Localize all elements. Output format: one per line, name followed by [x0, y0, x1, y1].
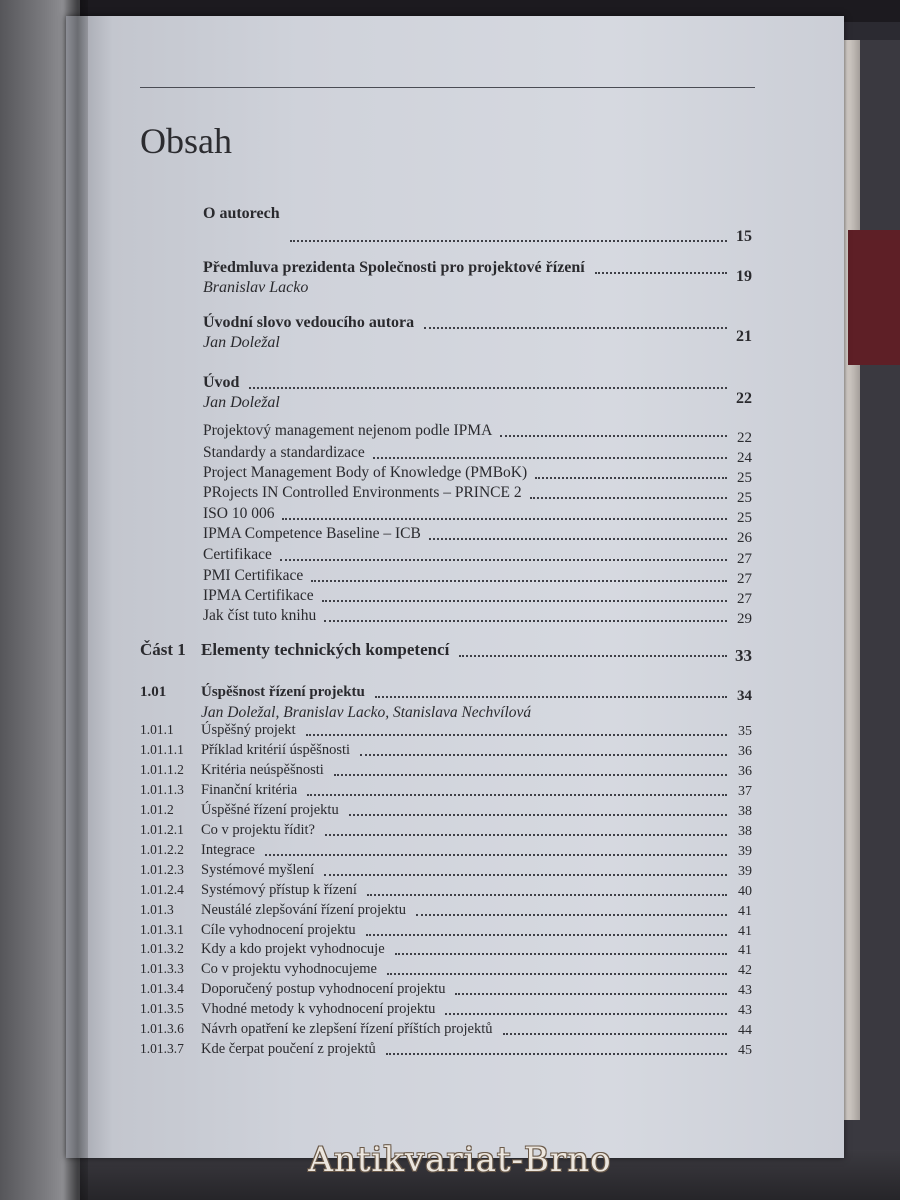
toc-entry-title: Project Management Body of Knowledge (PMBoK) [203, 464, 528, 481]
section-number: 1.01.3.6 [140, 1021, 184, 1037]
section-title: Doporučený postup vyhodnocení projektu [201, 981, 446, 998]
leader-dots [366, 934, 727, 936]
chapter-number: 1.01 [140, 684, 167, 700]
section-number: 1.01.2.4 [140, 881, 184, 897]
section-page: 41 [738, 903, 752, 919]
section-title: Kde čerpat poučení z projektů [201, 1041, 376, 1058]
leader-dots [324, 874, 727, 876]
leader-dots [416, 914, 727, 916]
toc-entry-title: O autorech [203, 205, 280, 222]
leader-dots [373, 457, 727, 459]
section-page: 41 [738, 923, 752, 939]
leader-dots [290, 240, 727, 242]
toc-entry-page: 27 [737, 571, 752, 587]
page-title: Obsah [140, 121, 232, 161]
section-page: 44 [738, 1023, 752, 1039]
toc-entry-page: 22 [736, 390, 752, 407]
watermark: Antikvariat-Brno [308, 1140, 612, 1180]
section-page: 36 [738, 743, 752, 759]
toc-entry-page: 27 [737, 551, 752, 567]
toc-entry-page: 25 [737, 490, 752, 506]
toc-entry-page: 27 [737, 591, 752, 607]
leader-dots [282, 518, 727, 520]
toc-entry-title: IPMA Certifikace [203, 587, 314, 604]
toc-entry-author: Branislav Lacko [203, 279, 309, 296]
toc-entry-title: Úvod [203, 374, 240, 391]
toc-entry-title: Předmluva prezidenta Společnosti pro projektové řízení [203, 259, 585, 276]
section-number: 1.01.3.1 [140, 921, 184, 937]
section-title: Vhodné metody k vyhodnocení projektu [201, 1001, 436, 1018]
leader-dots [386, 1053, 727, 1055]
leader-dots [375, 696, 727, 698]
section-number: 1.01.1.3 [140, 781, 184, 797]
section-title: Úspěšné řízení projektu [201, 801, 339, 818]
toc-entry-page: 24 [737, 450, 752, 466]
section-title: Kdy a kdo projekt vyhodnocuje [201, 941, 385, 958]
section-title: Finanční kritéria [201, 781, 298, 798]
section-page: 37 [738, 783, 752, 799]
section-page: 43 [738, 983, 752, 999]
section-title: Cíle vyhodnocení projektu [201, 921, 356, 938]
leader-dots [387, 973, 727, 975]
leader-dots [459, 655, 727, 657]
section-page: 35 [738, 724, 752, 739]
section-number: 1.01.3.7 [140, 1041, 184, 1057]
section-number: 1.01.1 [140, 722, 174, 737]
toc-entry-title: IPMA Competence Baseline – ICB [203, 525, 421, 542]
section-number: 1.01.3.3 [140, 961, 184, 977]
section-number: 1.01.2.3 [140, 861, 184, 877]
section-title: Úspěšný projekt [201, 722, 296, 738]
part-page: 33 [735, 646, 752, 665]
toc-entry-page: 15 [736, 228, 752, 245]
toc-entry-page: 25 [737, 470, 752, 486]
header-rule [140, 87, 755, 88]
section-page: 38 [738, 803, 752, 819]
leader-dots [395, 953, 727, 955]
toc-entry-title: Standardy a standardizace [203, 444, 365, 461]
section-page: 39 [738, 863, 752, 879]
section-number: 1.01.3.4 [140, 981, 184, 997]
part-label: Část 1 [140, 640, 186, 659]
leader-dots [349, 814, 727, 816]
section-title: Co v projektu řídit? [201, 821, 315, 838]
section-page: 41 [738, 943, 752, 959]
toc-entry-title: Jak číst tuto knihu [203, 607, 317, 624]
chapter-title: Úspěšnost řízení projektu [201, 684, 365, 700]
leader-dots [280, 559, 727, 561]
leader-dots [322, 600, 727, 602]
leader-dots [500, 435, 727, 437]
section-page: 40 [738, 883, 752, 899]
leader-dots [334, 774, 727, 776]
section-title: Systémové myšlení [201, 861, 315, 878]
section-page: 43 [738, 1003, 752, 1019]
toc-entry-page: 19 [736, 268, 752, 285]
leader-dots [324, 620, 727, 622]
toc-entry-page: 21 [736, 328, 752, 345]
toc-entry-author: Jan Doležal [203, 334, 280, 351]
leader-dots [311, 580, 727, 582]
section-title: Co v projektu vyhodnocujeme [201, 961, 377, 978]
section-page: 36 [738, 763, 752, 779]
leader-dots [249, 387, 727, 389]
section-number: 1.01.1.2 [140, 761, 184, 777]
section-title: Integrace [201, 841, 255, 858]
chapter-authors: Jan Doležal, Branislav Lacko, Stanislava Nechvílová [201, 704, 532, 721]
section-number: 1.01.1.1 [140, 741, 184, 757]
section-page: 45 [738, 1043, 752, 1059]
toc-entry-title: PRojects IN Controlled Environments – PRINCE 2 [203, 484, 522, 501]
section-title: Kritéria neúspěšnosti [201, 761, 324, 778]
leader-dots [445, 1013, 727, 1015]
toc-entry-page: 22 [737, 430, 752, 446]
section-number: 1.01.2.2 [140, 841, 184, 857]
toc-entry-page: 29 [737, 611, 752, 627]
leader-dots [535, 477, 727, 479]
leader-dots [325, 834, 727, 836]
section-number: 1.01.3.2 [140, 941, 184, 957]
leader-dots [429, 538, 727, 540]
leader-dots [424, 327, 727, 329]
toc-entry-title: Projektový management nejenom podle IPMA [203, 422, 493, 439]
chapter-page: 34 [737, 688, 752, 704]
leader-dots [265, 854, 727, 856]
leader-dots [455, 993, 727, 995]
leader-dots [367, 894, 727, 896]
toc-entry-page: 26 [737, 530, 752, 546]
toc-entry-title: ISO 10 006 [203, 505, 275, 522]
section-title: Příklad kritérií úspěšnosti [201, 741, 351, 758]
leader-dots [360, 754, 727, 756]
toc-entry-author: Jan Doležal [203, 394, 280, 411]
leader-dots [307, 794, 727, 796]
section-number: 1.01.3.5 [140, 1001, 184, 1017]
toc-entry-title: Certifikace [203, 546, 272, 563]
section-title: Neustálé zlepšování řízení projektu [201, 901, 406, 918]
toc-entry-title: PMI Certifikace [203, 567, 304, 584]
section-number: 1.01.2.1 [140, 821, 184, 837]
section-number: 1.01.2 [140, 801, 174, 817]
leader-dots [595, 272, 727, 274]
section-page: 42 [738, 963, 752, 979]
part-title: Elementy technických kompetencí [201, 640, 450, 659]
bookmark-band [848, 230, 900, 365]
leader-dots [530, 497, 727, 499]
leader-dots [503, 1033, 727, 1035]
toc-entry-title: Úvodní slovo vedoucího autora [203, 314, 415, 331]
leader-dots [306, 734, 727, 736]
spine-shadow [62, 0, 88, 1200]
section-title: Systémový přístup k řízení [201, 881, 357, 898]
section-page: 38 [738, 823, 752, 839]
section-title: Návrh opatření ke zlepšení řízení příštích projektů [201, 1021, 493, 1038]
section-number: 1.01.3 [140, 901, 174, 917]
toc-entry-page: 25 [737, 510, 752, 526]
section-page: 39 [738, 843, 752, 859]
